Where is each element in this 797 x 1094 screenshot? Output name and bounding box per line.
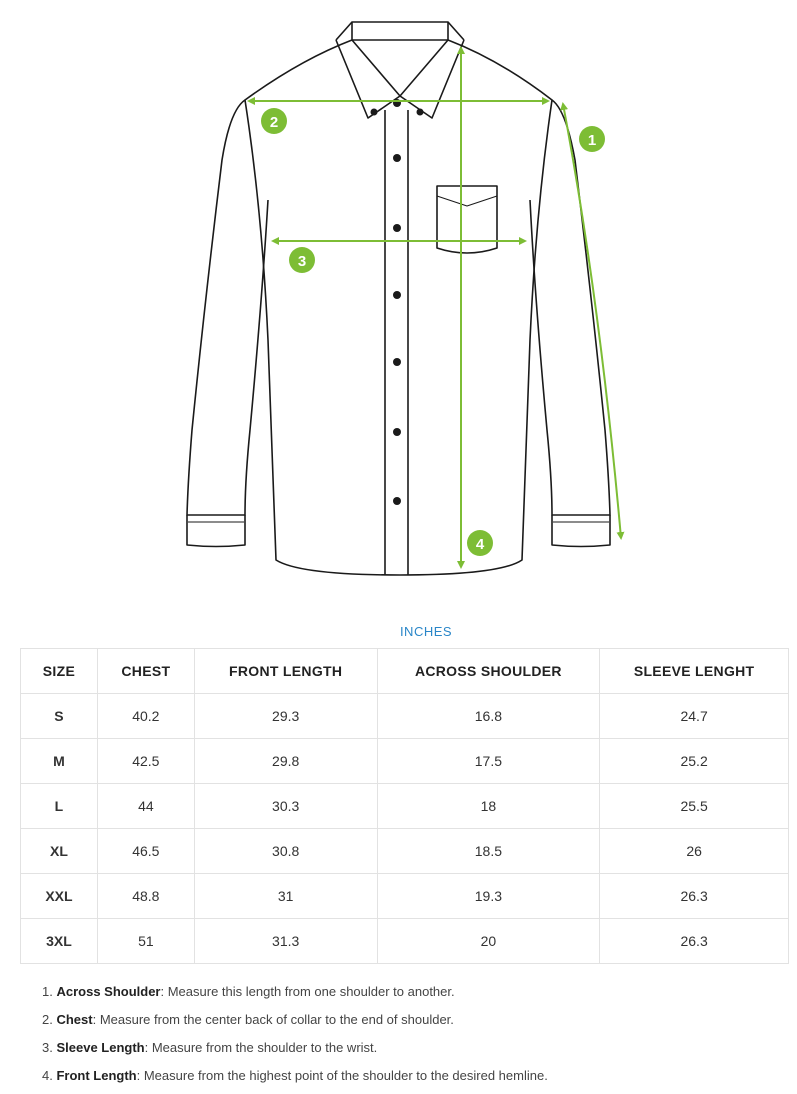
sleeve-length-cell: 24.7: [600, 694, 789, 739]
column-header-chest: CHEST: [97, 649, 194, 694]
note-number: 4.: [42, 1068, 53, 1083]
list-item: [42, 1066, 782, 1094]
across-shoulder-cell: 20: [377, 919, 600, 964]
note-text: : Measure this length from one shoulder to another.: [160, 984, 455, 999]
measurement-notes: [42, 982, 782, 1094]
note-number: 1.: [42, 984, 53, 999]
table-row: [21, 874, 789, 919]
measurement-lines: [249, 48, 621, 567]
table-row: [21, 919, 789, 964]
marker-badge-3: [289, 247, 315, 273]
column-header-front-length: FRONT LENGTH: [194, 649, 377, 694]
across-shoulder-cell: 18.5: [377, 829, 600, 874]
chest-cell: 48.8: [97, 874, 194, 919]
sleeve-length-cell: 26.3: [600, 874, 789, 919]
note-text: : Measure from the highest point of the shoulder to the desired hemline.: [136, 1068, 548, 1083]
size-cell: 3XL: [21, 919, 98, 964]
list-item: [42, 982, 782, 1010]
note-text: : Measure from the shoulder to the wrist.: [144, 1040, 378, 1055]
svg-text:2: 2: [269, 114, 279, 131]
front-length-cell: 30.8: [194, 829, 377, 874]
sleeve-length-cell: 25.2: [600, 739, 789, 784]
note-text: : Measure from the center back of collar to the end of shoulder.: [92, 1012, 454, 1027]
chest-cell: 42.5: [97, 739, 194, 784]
marker-badge-4: [467, 530, 493, 556]
front-length-cell: 31.3: [194, 919, 377, 964]
size-cell: XL: [21, 829, 98, 874]
front-length-cell: 30.3: [194, 784, 377, 829]
table-header-row: [21, 649, 789, 694]
table-row: [21, 694, 789, 739]
units-label: INCHES: [399, 624, 453, 639]
list-item: [42, 1038, 782, 1066]
size-cell: L: [21, 784, 98, 829]
front-length-cell: 29.3: [194, 694, 377, 739]
front-length-cell: 31: [194, 874, 377, 919]
size-cell: M: [21, 739, 98, 784]
note-term: Front Length: [56, 1068, 137, 1083]
across-shoulder-cell: 18: [377, 784, 600, 829]
sleeve-length-cell: 26: [600, 829, 789, 874]
note-number: 2.: [42, 1012, 53, 1027]
chest-cell: 46.5: [97, 829, 194, 874]
size-cell: S: [21, 694, 98, 739]
svg-text:4: 4: [475, 536, 485, 553]
across-shoulder-cell: 19.3: [377, 874, 600, 919]
svg-text:1: 1: [587, 132, 597, 149]
table-row: [21, 784, 789, 829]
note-term: Across Shoulder: [56, 984, 161, 999]
svg-text:3: 3: [297, 253, 307, 270]
note-number: 3.: [42, 1040, 53, 1055]
table-row: [21, 829, 789, 874]
chest-cell: 40.2: [97, 694, 194, 739]
note-term: Chest: [56, 1012, 93, 1027]
front-length-cell: 29.8: [194, 739, 377, 784]
across-shoulder-cell: 17.5: [377, 739, 600, 784]
chest-cell: 44: [97, 784, 194, 829]
table-row: [21, 739, 789, 784]
chest-cell: 51: [97, 919, 194, 964]
sleeve-length-cell: 26.3: [600, 919, 789, 964]
list-item: [42, 1010, 782, 1038]
note-term: Sleeve Length: [56, 1040, 145, 1055]
column-header-sleeve-length: SLEEVE LENGHT: [600, 649, 789, 694]
column-header-across-shoulder: ACROSS SHOULDER: [377, 649, 600, 694]
marker-badge-1: [579, 126, 605, 152]
sleeve-length-cell: 25.5: [600, 784, 789, 829]
size-chart-table: [20, 648, 789, 964]
marker-badge-2: [261, 108, 287, 134]
across-shoulder-cell: 16.8: [377, 694, 600, 739]
shirt-buttons: [371, 99, 424, 505]
sleeve-length-line: [563, 104, 621, 538]
size-cell: XXL: [21, 874, 98, 919]
column-header-size: SIZE: [21, 649, 98, 694]
